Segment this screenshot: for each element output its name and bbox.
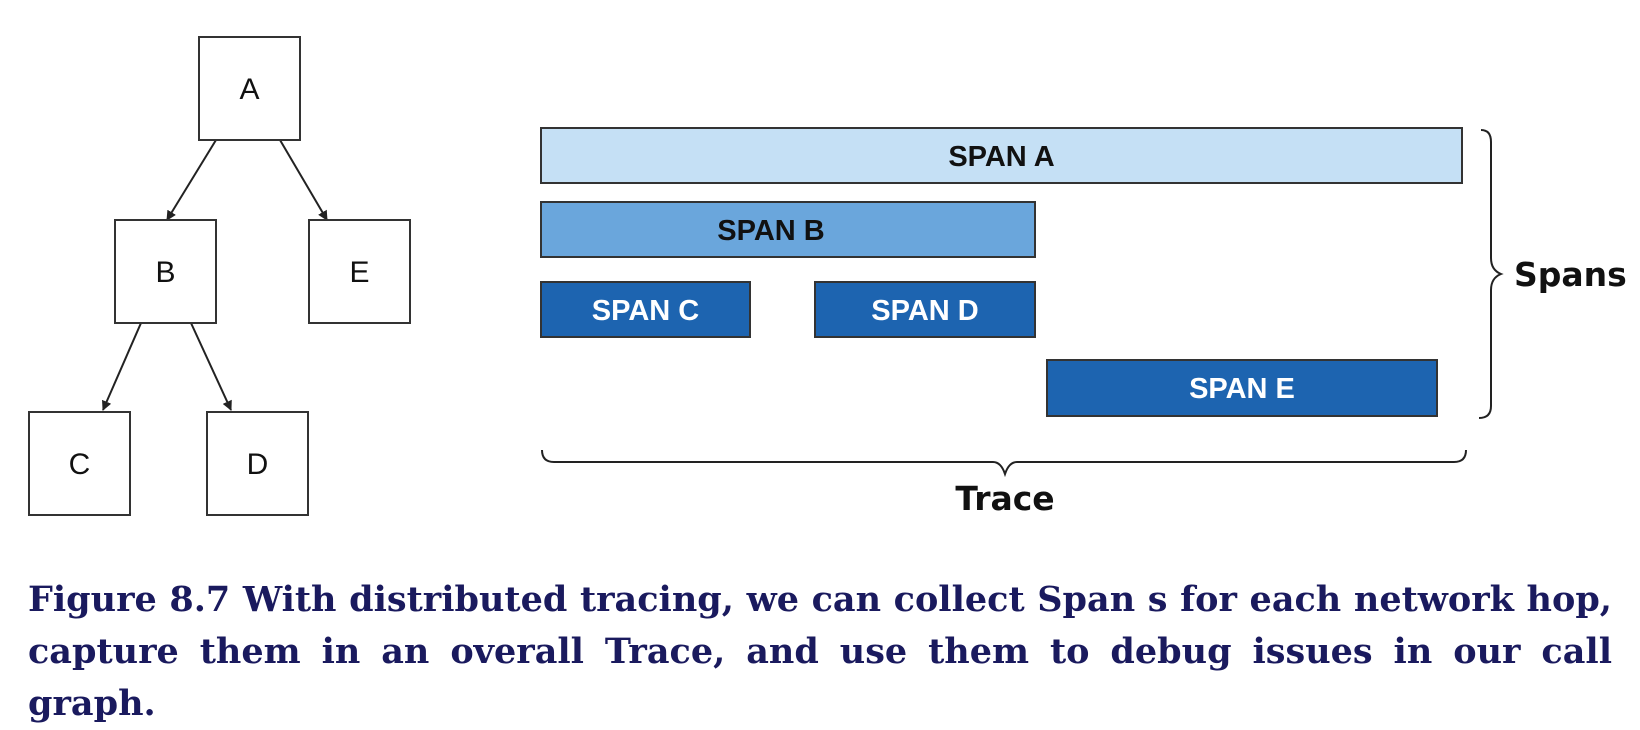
node-a	[199, 37, 300, 140]
span-a	[541, 128, 1462, 183]
trace-brace-path	[542, 450, 1466, 474]
span-d-label: SPAN D	[871, 295, 979, 327]
figure-caption: Figure 8.7 With distributed tracing, we can collect Span s for each network hop, capture them in an overall Trace, and use them to debug issues in our call graph.	[28, 579, 1612, 724]
call-graph-nodes	[29, 37, 410, 515]
node-a-label: A	[239, 73, 260, 106]
node-e	[309, 220, 410, 323]
span-b	[541, 202, 1035, 257]
edge-a-e	[280, 140, 327, 220]
edge-b-c	[103, 323, 141, 410]
node-c	[29, 412, 130, 515]
edge-b-d	[191, 323, 231, 410]
trace-brace-label: Trace	[955, 479, 1055, 518]
span-c-label: SPAN C	[591, 295, 700, 327]
node-e-label: E	[349, 256, 370, 289]
span-e	[1047, 360, 1437, 416]
trace-brace	[542, 450, 1466, 518]
node-b	[115, 220, 216, 323]
span-a-label: SPAN A	[948, 141, 1055, 173]
span-b-label: SPAN B	[717, 215, 825, 247]
trace-spans	[541, 128, 1462, 416]
edge-a-b	[167, 140, 216, 220]
spans-brace	[1479, 130, 1627, 418]
span-e-label: SPAN E	[1189, 373, 1295, 405]
node-d-label: D	[246, 448, 269, 481]
node-c-label: C	[68, 448, 91, 481]
spans-brace-label: Spans	[1514, 255, 1627, 294]
node-b-label: B	[155, 256, 176, 289]
span-c	[541, 282, 750, 337]
node-d	[207, 412, 308, 515]
spans-brace-path	[1479, 130, 1501, 418]
span-d	[815, 282, 1035, 337]
